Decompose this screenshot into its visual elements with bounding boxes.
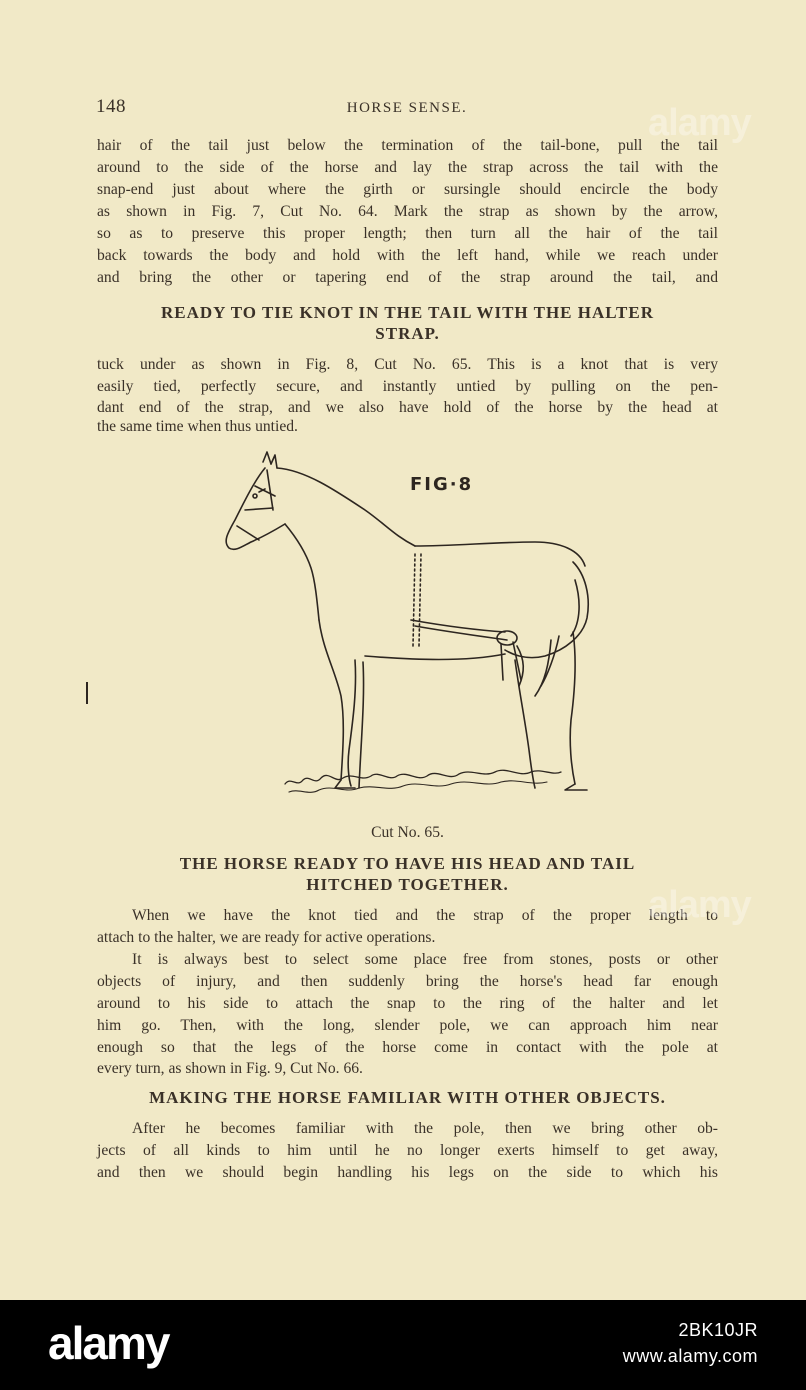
paragraph-line: When we have the knot tied and the strap of the proper length to <box>132 907 718 924</box>
figure-caption: Cut No. 65. <box>371 824 444 841</box>
paragraph-line: the same time when thus untied. <box>97 418 298 435</box>
paragraph-line: tuck under as shown in Fig. 8, Cut No. 65. This is a knot that is very <box>97 356 718 373</box>
stock-footer-bar <box>0 1300 806 1390</box>
stray-mark <box>86 682 88 704</box>
paragraph-line: as shown in Fig. 7, Cut No. 64. Mark the strap as shown by the arrow, <box>97 203 718 220</box>
image-id: 2BK10JR <box>678 1320 758 1340</box>
paragraph-line: After he becomes familiar with the pole, then we bring other ob- <box>132 1120 718 1137</box>
paragraph-line: dant end of the strap, and we also have hold of the horse by the head at <box>97 399 718 416</box>
page-number: 148 <box>96 96 126 117</box>
horse-illustration <box>215 450 615 810</box>
paragraph-line: and then we should begin handling his legs on the side to which his <box>97 1164 718 1181</box>
paragraph-line: snap-end just about where the girth or sursingle should encircle the body <box>97 181 718 198</box>
watermark: alamy <box>648 884 751 926</box>
page-header <box>96 96 718 122</box>
running-head: HORSE SENSE. <box>346 100 468 116</box>
paragraph-line: hair of the tail just below the termination of the tail-bone, pull the tail <box>97 137 718 154</box>
section-heading: THE HORSE READY TO HAVE HIS HEAD AND TAIL <box>179 854 636 873</box>
paragraph-line: enough so that the legs of the horse come in contact with the pole at <box>97 1039 718 1056</box>
paragraph-line: easily tied, perfectly secure, and instantly untied by pulling on the pen- <box>97 378 718 395</box>
section-heading-continuation: STRAP. <box>375 324 440 343</box>
paragraph-line: him go. Then, with the long, slender pole, we can approach him near <box>97 1017 718 1034</box>
alamy-logo: alamy <box>48 1317 169 1369</box>
paragraph-line: attach to the halter, we are ready for active operations. <box>97 929 436 946</box>
section-heading-continuation: HITCHED TOGETHER. <box>306 875 509 894</box>
paragraph-line: around to the side of the horse and lay the strap across the tail with the <box>97 159 718 176</box>
section-heading: READY TO TIE KNOT IN THE TAIL WITH THE HALTER <box>160 303 654 322</box>
paragraph-line: every turn, as shown in Fig. 9, Cut No. 66. <box>97 1060 363 1077</box>
paragraph-line: back towards the body and hold with the left hand, while we reach under <box>97 247 718 264</box>
paragraph-line: objects of injury, and then suddenly bring the horse's head far enough <box>97 973 718 990</box>
paragraph-line: and bring the other or tapering end of the strap around the tail, and <box>97 269 718 286</box>
paragraph-line: around to his side to attach the snap to the ring of the halter and let <box>97 995 718 1012</box>
paragraph-line: jects of all kinds to him until he no longer exerts himself to get away, <box>97 1142 718 1159</box>
paragraph-line: so as to preserve this proper length; then turn all the hair of the tail <box>97 225 718 242</box>
paragraph-line: It is always best to select some place free from stones, posts or other <box>132 951 718 968</box>
watermark: alamy <box>648 102 751 144</box>
site-url: www.alamy.com <box>622 1346 758 1366</box>
section-heading: MAKING THE HORSE FAMILIAR WITH OTHER OBJECTS. <box>149 1088 666 1107</box>
figure-label: FIG·8 <box>410 474 474 495</box>
